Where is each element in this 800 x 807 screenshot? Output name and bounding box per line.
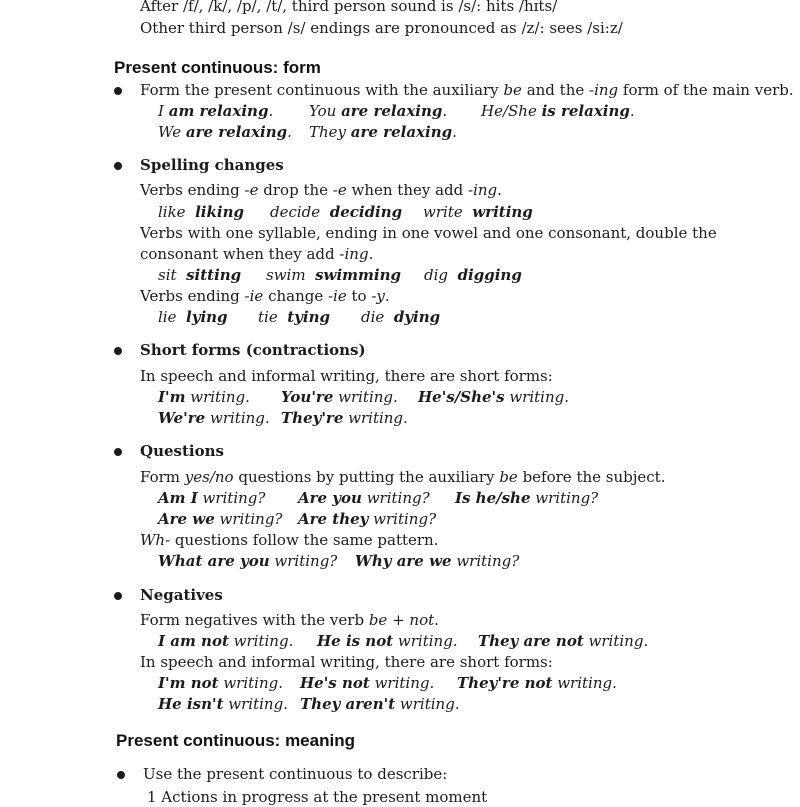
questions-rule: Form yes/no questions by putting the auxiliary be before the subject. (140, 468, 666, 486)
spelling-rule-3: Verbs ending -ie change -ie to -y. (140, 287, 390, 305)
example: like liking (158, 203, 244, 221)
subheading-spelling: Spelling changes (140, 156, 284, 174)
example: dig digging (424, 266, 522, 284)
example: They're not writing. (457, 674, 617, 692)
spelling-rule-2-line-2: consonant when they add -ing. (140, 245, 374, 263)
bullet-icon (114, 448, 122, 456)
subheading-negatives: Negatives (140, 586, 223, 604)
example: swim swimming (266, 266, 402, 284)
example: I'm writing. (158, 388, 250, 406)
example: decide deciding (270, 203, 403, 221)
example: I am relaxing. (158, 102, 274, 120)
bullet-icon (117, 771, 125, 779)
bullet-icon (114, 347, 122, 355)
subheading-short-forms: Short forms (contractions) (140, 341, 366, 359)
example: He/She is relaxing. (481, 102, 635, 120)
example: I'm not writing. (158, 674, 283, 692)
intro-line-1: After /f/, /k/, /p/, /t/, third person sound is /s/: hits /hɪts/ (140, 0, 558, 15)
example: Are we writing? (158, 510, 283, 528)
subheading-questions: Questions (140, 442, 224, 460)
example: Is he/she writing? (455, 489, 599, 507)
example: He is not writing. (317, 632, 458, 650)
example: He's/She's writing. (418, 388, 569, 406)
example: What are you writing? (158, 552, 338, 570)
spelling-rule-1: Verbs ending -e drop the -e when they add -ing. (140, 181, 502, 199)
example: He isn't writing. (158, 695, 288, 713)
example: Are they writing? (298, 510, 437, 528)
spelling-rule-2-line-1: Verbs with one syllable, ending in one vowel and one consonant, double the (140, 224, 717, 242)
example: We're writing. (158, 409, 270, 427)
example: sit sitting (158, 266, 242, 284)
example: I am not writing. (158, 632, 294, 650)
example: He's not writing. (300, 674, 435, 692)
form-rule: Form the present continuous with the auxiliary be and the -ing form of the main verb. (140, 81, 794, 99)
intro-line-2: Other third person /s/ endings are pronounced as /z/: sees /si:z/ (140, 19, 623, 37)
bullet-icon (114, 162, 122, 170)
negatives-rule: Form negatives with the verb be + not. (140, 611, 439, 629)
example: They are relaxing. (309, 123, 457, 141)
example: You are relaxing. (309, 102, 448, 120)
short-forms-text: In speech and informal writing, there are short forms: (140, 367, 553, 385)
meaning-item-1: 1 Actions in progress at the present moment (147, 788, 488, 806)
example: die dying (361, 308, 441, 326)
example: Am I writing? (158, 489, 266, 507)
section-heading-form: Present continuous: form (114, 58, 321, 77)
negatives-short-forms-text: In speech and informal writing, there are short forms: (140, 653, 553, 671)
example: Why are we writing? (355, 552, 520, 570)
example: lie lying (158, 308, 228, 326)
bullet-icon (114, 87, 122, 95)
example: Are you writing? (298, 489, 430, 507)
example: You're writing. (281, 388, 398, 406)
meaning-rule: Use the present continuous to describe: (143, 765, 448, 783)
example: They aren't writing. (300, 695, 460, 713)
example: tie tying (258, 308, 330, 326)
example: They're writing. (281, 409, 408, 427)
example: We are relaxing. (158, 123, 292, 141)
section-heading-meaning: Present continuous: meaning (116, 731, 355, 750)
bullet-icon (114, 592, 122, 600)
example: write writing (423, 203, 533, 221)
example: They are not writing. (478, 632, 649, 650)
wh-questions-text: Wh- questions follow the same pattern. (140, 531, 439, 549)
